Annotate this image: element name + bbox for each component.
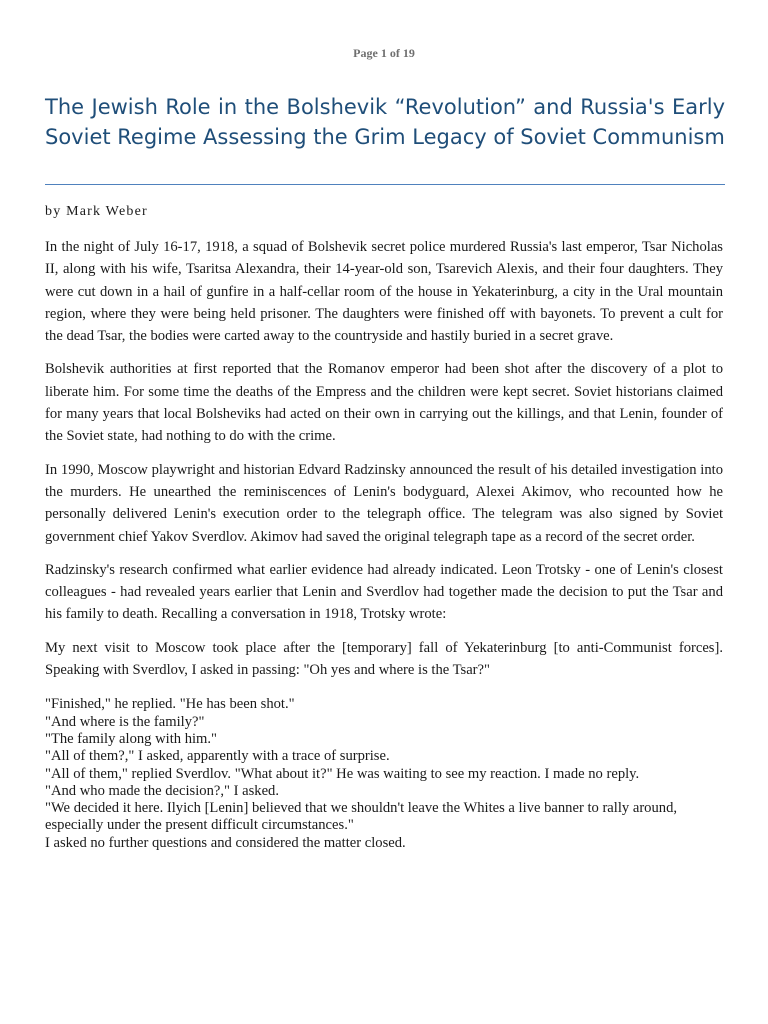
dialogue-line: "All of them?," I asked, apparently with a trace of surprise.: [45, 748, 390, 765]
quoted-dialogue: [45, 696, 723, 852]
dialogue-line: "The family along with him.": [45, 730, 218, 747]
dialogue-line: "And where is the family?": [45, 713, 205, 730]
dialogue-line: "And who made the decision?," I asked.: [45, 782, 279, 799]
paragraph-murder-account: In the night of July 16-17, 1918, a squad of Bolshevik secret police murdered Russia's last emperor, Tsar Nicholas II, along with his wife, Tsaritsa Alexandra, their 14-year-old son, Tsarevich Alexis, and their four daughters. They were cut down in a hail of gunfire in a half-cellar room of the house in Yekaterinburg, a city in the Ural mountain region, where they were being held prisoner. The daughters were finished off with bayonets. To prevent a cult for the dead Tsar, the bodies were carted away to the countryside and hastily buried in a secret grave.: [45, 239, 723, 345]
dialogue-line: "We decided it here. Ilyich [Lenin] believed that we shouldn't leave the Whites a live banner to rally around, especially under the present difficult circumstances.": [45, 800, 678, 834]
dialogue-line: I asked no further questions and considered the matter closed.: [45, 834, 406, 851]
paragraph-official-reports: Bolshevik authorities at first reported that the Romanov emperor had been shot after the discovery of a plot to liberate him. For some time the deaths of the Empress and the children were kept secret. Soviet historians claimed for many years that local Bolsheviks had acted on their own in carrying out the killings, and that Lenin, founder of the Soviet state, had nothing to do with the crime.: [45, 361, 723, 445]
document-body: [45, 236, 723, 852]
paragraph-moscow-visit: My next visit to Moscow took place after the [temporary] fall of Yekaterinburg [to anti-Communist forces]. Speaking with Sverdlov, I asked in passing: "Oh yes and where is the Tsar?": [45, 639, 723, 679]
dialogue-line: "Finished," he replied. "He has been shot.": [45, 696, 295, 713]
paragraph-trotsky-evidence: Radzinsky's research confirmed what earlier evidence had already indicated. Leon Trotsky - one of Lenin's closest colleagues - had revealed years earlier that Lenin and Sverdlov had together made the decision to put the Tsar and his family to death. Recalling a conversation in 1918, Trotsky wrote:: [45, 561, 723, 623]
document-title: The Jewish Role in the Bolshevik “Revolution” and Russia's Early Soviet Regime Assessing the Grim Legacy of Soviet Communism: [45, 95, 725, 149]
paragraph-radzinsky-investigation: In 1990, Moscow playwright and historian Edvard Radzinsky announced the result of his detailed investigation into the murders. He unearthed the reminiscences of Lenin's bodyguard, Alexei Akimov, who recounted how he personally delivered Lenin's execution order to the telegraph office. The telegram was also signed by Soviet government chief Yakov Sverdlov. Akimov had saved the original telegraph tape as a record of the secret order.: [45, 461, 723, 545]
author-byline: by Mark Weber: [45, 204, 148, 219]
dialogue-line: "All of them," replied Sverdlov. "What about it?" He was waiting to see my reaction. I made no reply.: [45, 765, 640, 782]
page-number: Page 1 of 19: [353, 46, 415, 60]
title-divider: [45, 184, 725, 185]
